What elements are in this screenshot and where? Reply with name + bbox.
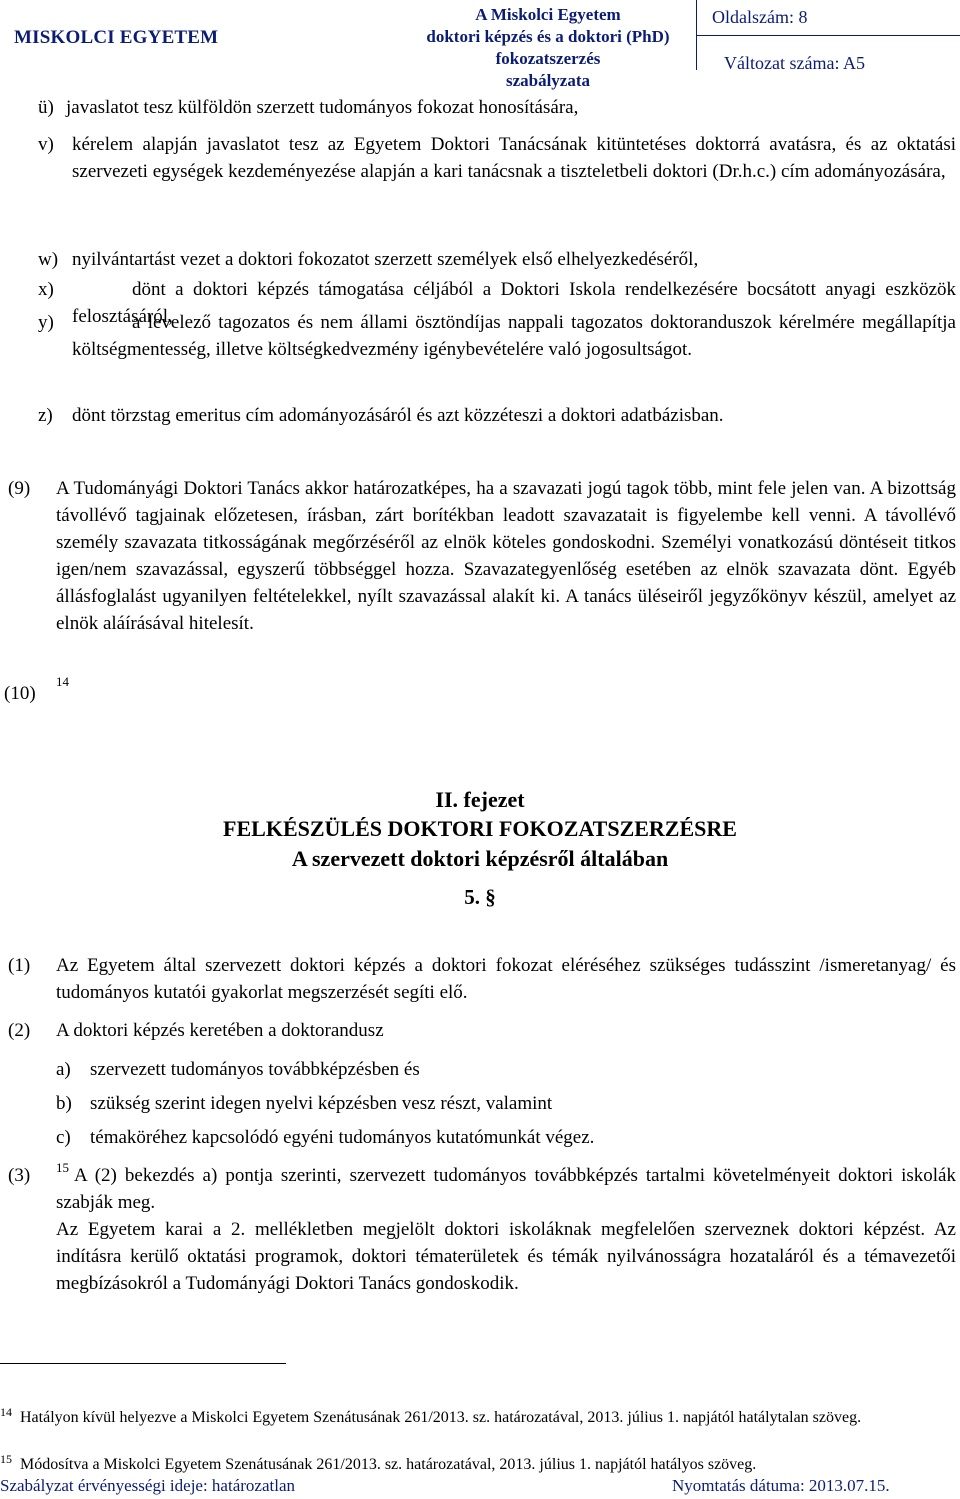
header-title-line3: szabályzata [505,71,591,90]
footer-print-date: Nyomtatás dátuma: 2013.07.15. [672,1476,890,1495]
paragraph-2-item-c-label: c) [56,1127,71,1148]
list-text-w: nyilvántartást vezet a doktori fokozatot szerzett személyek első elhelyezkedéséről, [72,249,699,270]
footer-validity: Szabályzat érvényességi ideje: határozatlan [0,1476,295,1495]
paragraph-9-text: A Tudományági Doktori Tanács akkor határozatképes, ha a szavazati jogú tagok több, mint fele jelen van. A bizottság távollévő tagjainak előzetesen, írásban, zárt borítékban leadott szavazatait is figyelembe kell venni. A távollévő személy szavazata titkosságának megőrzéséről az elnök köteles gondoskodni. Személyi vonatkozású döntéseit titkos igen/nem szavazással, egyszerű többséggel hozza. Szavazategyenlőség esetében az elnök szavazata dönt. Egyéb állásfoglalást ugyanilyen feltételekkel, nyílt szavazással alakít ki. A tanács üléseiről jegyzőkönyv készül, amelyet az elnök aláírásával hitelesít. [56,478,956,634]
version-number: Változat száma: A5 [724,53,865,73]
paragraph-9-label: (9) [8,478,31,499]
header-title-line1: A Miskolci Egyetem [475,5,621,24]
list-label-u: ü) [38,97,54,118]
chapter-subtitle: A szervezett doktori képzésről általában [291,846,669,871]
paragraph-1-text: Az Egyetem által szervezett doktori képzés a doktori fokozat eléréséhez szükséges tudásszint /ismeretanyag/ és tudományos kutatói gyakorlat megszerzését segíti elő. [56,955,956,1003]
paragraph-2-item-b-text: szükség szerint idegen nyelvi képzésben vesz részt, valamint [90,1093,553,1114]
page-header [0,0,960,90]
header-title [400,4,696,92]
paragraph-3-label: (3) [8,1165,31,1186]
list-label-w: w) [38,249,59,270]
section-number: 5. § [464,885,496,909]
list-text-z: dönt törzstag emeritus cím adományozásáról és azt közzéteszi a doktori adatbázisban. [72,405,724,426]
page-number: Oldalszám: 8 [712,7,808,27]
chapter-number: II. fejezet [435,787,525,812]
paragraph-3-text-1: A (2) bekezdés a) pontja szerinti, szervezett tudományos továbbképzés tartalmi követelményeit doktori iskolák szabják meg. [56,1165,956,1213]
paragraph-2-item-a-text: szervezett tudományos továbbképzésben és [90,1059,420,1080]
paragraph-2-item-b-label: b) [56,1093,72,1114]
header-university: MISKOLCI EGYETEM [14,27,219,48]
list-text-v: kérelem alapján javaslatot tesz az Egyetem Doktori Tanácsának kitüntetéses doktorrá avatásra, és az oktatási szervezeti egységek kezdeményezése alapján a kari tanácsnak a tiszteletbeli doktori (Dr.h.c.) cím adományozására, [72,134,956,182]
list-label-x: x) [38,279,54,300]
footnote-15-text: Módosítva a Miskolci Egyetem Szenátusának 261/2013. sz. határozatával, 2013. július 1. napjától hatályos szöveg. [20,1456,757,1473]
list-text-u: javaslatot tesz külföldön szerzett tudományos fokozat honosítására, [66,97,579,118]
paragraph-2-text: A doktori képzés keretében a doktorandusz [56,1020,384,1041]
paragraph-3-text-2: Az Egyetem karai a 2. mellékletben megjelölt doktori iskoláknak megfelelően szerveznek doktori képzést. Az indításra kerülő oktatási programok, doktori tématerületek és témák nyilvánosságra hozataláról és a témavezetői megbízásokról a Tudományági Doktori Tanács gondoskodik. [56,1219,956,1294]
list-label-v: v) [38,134,54,155]
header-right-divider [697,35,960,36]
footnote-separator [0,1363,286,1364]
paragraph-3-footnote-ref: 15 [56,1160,69,1175]
list-label-z: z) [38,405,53,426]
paragraph-10-label: (10) [4,683,36,704]
list-text-x: dönt a doktori képzés támogatása céljából a Doktori Iskola rendelkezésére bocsátott anyagi eszközök felosztásáról, [72,279,956,327]
list-text-y: a levelező tagozatos és nem állami ösztöndíjas nappali tagozatos doktoranduszok kérelmére megállapítja költségmentesség, illetve költségkedvezmény igénybevételére való jogosultságot. [72,312,956,360]
header-title-line2: doktori képzés és a doktori (PhD) fokozatszerzés [426,27,670,68]
footnote-14-text: Hatályon kívül helyezve a Miskolci Egyetem Szenátusának 261/2013. sz. határozatával, 2013. július 1. napjától hatálytalan szöveg. [20,1409,862,1426]
paragraph-2-item-a-label: a) [56,1059,71,1080]
footnote-14-ref: 14 [0,1405,12,1419]
list-label-y: y) [38,312,54,333]
chapter-title: FELKÉSZÜLÉS DOKTORI FOKOZATSZERZÉSRE [223,816,737,841]
footnote-15-ref: 15 [0,1452,12,1466]
paragraph-1-label: (1) [8,955,31,976]
paragraph-10-footnote-ref: 14 [56,674,69,689]
paragraph-2-item-c-text: témaköréhez kapcsolódó egyéni tudományos kutatómunkát végez. [90,1127,595,1148]
paragraph-2-label: (2) [8,1020,31,1041]
